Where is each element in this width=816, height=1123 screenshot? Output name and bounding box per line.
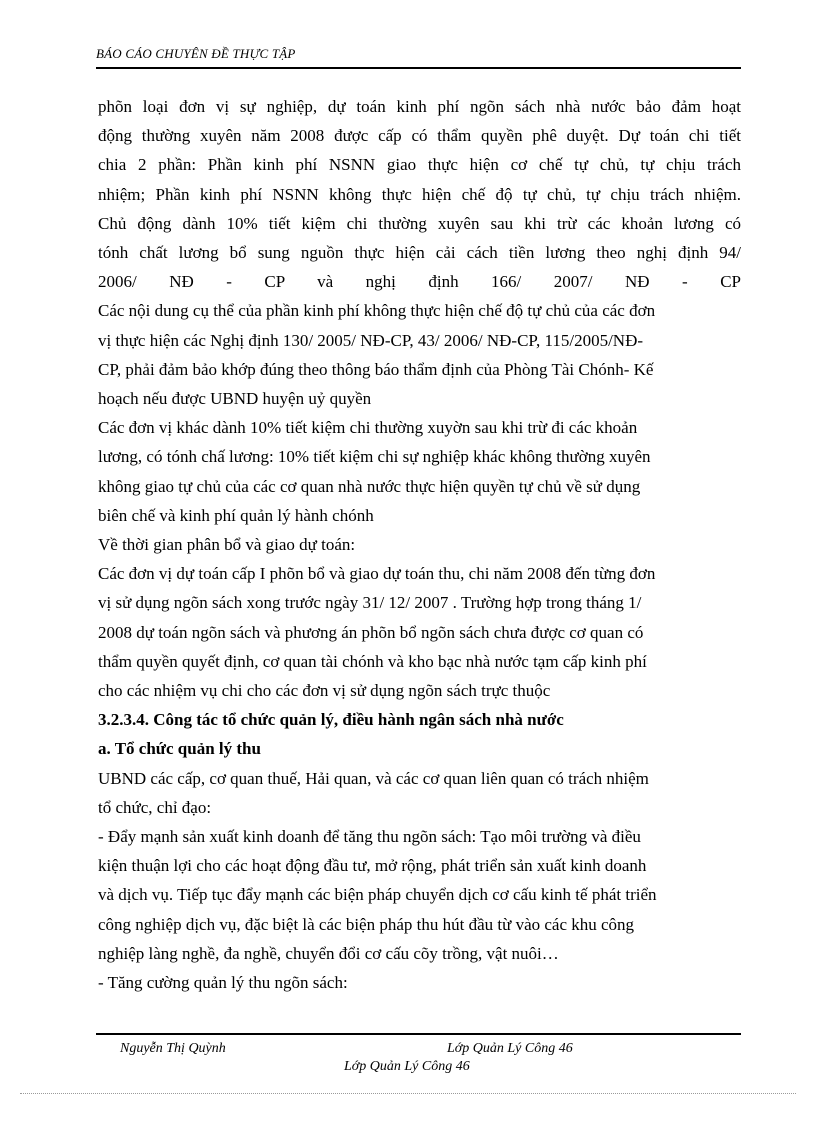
text-line: tổ chức, chỉ đạo: [98, 797, 212, 817]
text-line: nhiệm; Phần kinh phí NSNN không thực hiện chế độ tự chủ, tự chịu trách nhiệm. [98, 184, 741, 204]
text-line: tónh chất lương bổ sung nguồn thực hiện cải cách tiền lương theo nghị định 94/ [98, 243, 741, 263]
footer-rule [96, 1033, 741, 1035]
text-line: cho các nhiệm vụ chi cho các đơn vị sử dụng ngõn sách trực thuộc [98, 681, 551, 701]
text-line: biên chế và kinh phí quản lý hành chónh [98, 505, 374, 525]
paragraph-responsible-agencies [98, 764, 741, 822]
paragraph-other-units-savings [98, 413, 741, 530]
text-line: hoạch nếu được UBND huyện uỷ quyền [98, 389, 372, 409]
text-line: vị sử dụng ngõn sách xong trước ngày 31/ 12/ 2007 . Trường hợp trong tháng 1/ [98, 593, 642, 613]
text-line: phõn loại đơn vị sự nghiệp, dự toán kinh phí ngõn sách nhà nước bảo đảm hoạt [98, 97, 741, 116]
text-line: Các đơn vị khác dành 10% tiết kiệm chi thường xuyờn sau khi trừ đi các khoản [98, 418, 638, 438]
text-line: lương, có tónh chấ lương: 10% tiết kiệm chi sự nghiệp khác không thường xuyên [98, 447, 651, 467]
paragraph-strengthen-revenue [98, 968, 741, 997]
footer-class: Lớp Quản Lý Công 46 [447, 1041, 573, 1056]
text-line: vị thực hiện các Nghị định 130/ 2005/ NĐ-CP, 43/ 2006/ NĐ-CP, 115/2005/NĐ- [98, 330, 644, 350]
document-body [98, 92, 741, 997]
text-line: không giao tự chủ của các cơ quan nhà nước thực hiện quyền tự chủ về sử dụng [98, 476, 641, 496]
text-line: kiện thuận lợi cho các hoạt động đầu tư, mở rộng, phát triển sản xuất kinh doanh [98, 856, 647, 876]
text-line: công nghiệp dịch vụ, đặc biệt là các biện pháp thu hút đầu từ vào các khu công [98, 914, 635, 934]
section-heading: 3.2.3.4. Công tác tổ chức quản lý, điều hành ngân sách nhà nước [98, 710, 564, 730]
text-line: Các nội dung cụ thể của phần kinh phí không thực hiện chế độ tự chủ của các đơn [98, 301, 656, 321]
text-line: - Tăng cường quản lý thu ngõn sách: [98, 973, 348, 993]
text-line: chia 2 phần: Phần kinh phí NSNN giao thực hiện cơ chế tự chủ, tự chịu trách [98, 155, 741, 175]
paragraph-allocation-timing-intro [98, 530, 741, 559]
footer-author: Nguyễn Thị Quỳnh [120, 1041, 226, 1056]
text-line: nghiệp làng nghề, đa nghề, chuyển đổi cơ cấu cõy trồng, vật nuôi… [98, 943, 559, 963]
text-line: và dịch vụ. Tiếp tục đẩy mạnh các biện pháp chuyển dịch cơ cấu kinh tế phát triển [98, 885, 657, 905]
text-line: Các đơn vị dự toán cấp I phõn bổ và giao dự toán thu, chi năm 2008 đến từng đơn [98, 564, 656, 584]
paragraph-budget-allocation [98, 92, 741, 296]
text-line: CP, phải đảm bảo khớp đúng theo thông báo thẩm định của Phòng Tài Chónh- Kế [98, 359, 654, 379]
text-line: 2008 dự toán ngõn sách và phương án phõn bổ ngõn sách chưa được cơ quan có [98, 622, 644, 642]
paragraph-allocation-timing [98, 559, 741, 705]
paragraph-promote-production [98, 822, 741, 968]
running-header: BÁO CÁO CHUYÊN ĐỀ THỰC TẬP [96, 46, 296, 61]
header-rule [96, 67, 741, 69]
text-line: thẩm quyền quyết định, cơ quan tài chónh và kho bạc nhà nước tạm cấp kinh phí [98, 651, 647, 671]
paragraph-non-autonomous-funding [98, 296, 741, 413]
subsection-heading: a. Tổ chức quản lý thu [98, 739, 261, 759]
text-line: 2006/ NĐ - CP và nghị định 166/ 2007/ NĐ - CP [98, 272, 741, 292]
text-line: Về thời gian phân bổ và giao dự toán: [98, 535, 356, 555]
text-line: UBND các cấp, cơ quan thuế, Hải quan, và các cơ quan liên quan có trách nhiệm [98, 768, 649, 788]
text-line: động thường xuyên năm 2008 được cấp có thẩm quyền phê duyệt. Dự toán chi tiết [98, 126, 741, 146]
text-line: - Đẩy mạnh sản xuất kinh doanh để tăng thu ngõn sách: Tạo môi trường và điều [98, 827, 641, 847]
footer-class-repeat: Lớp Quản Lý Công 46 [344, 1059, 470, 1074]
text-line: Chủ động dành 10% tiết kiệm chi thường xuyên sau khi trừ các khoản lương có [98, 213, 741, 233]
page-bottom-dotted-line [20, 1093, 796, 1095]
